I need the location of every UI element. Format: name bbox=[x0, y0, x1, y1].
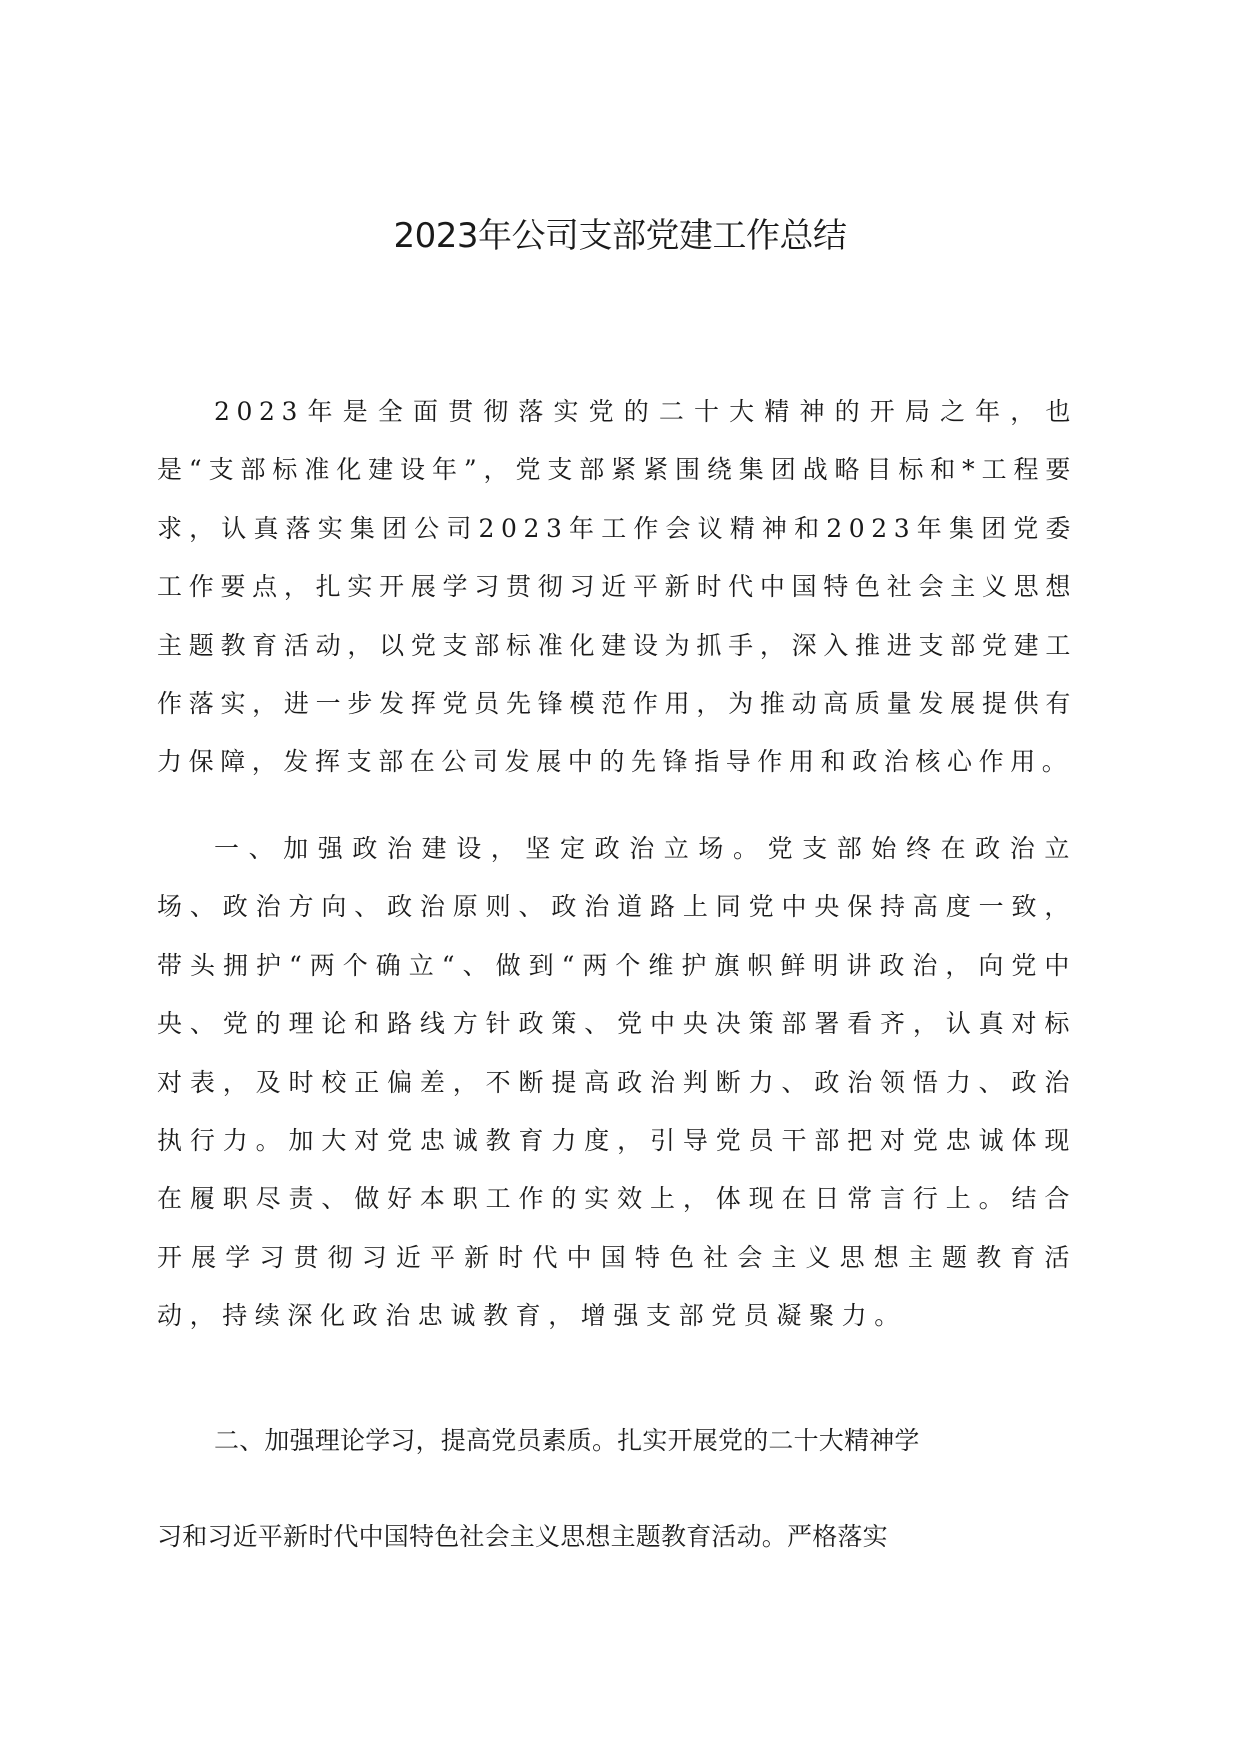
document-title: 2023年公司支部党建工作总结 bbox=[393, 216, 847, 256]
section-two-second-line: 习和习近平新时代中国特色社会主义思想主题教育活动。严格落实 bbox=[157, 1522, 888, 1551]
section-one-paragraph: 一、加强政治建设，坚定政治立场。党支部始终在政治立场、政治方向、政治原则、政治道路上同党中央保持高度一致，带头拥护“两个确立“、做到“两个维护旗帜鲜明讲政治，向党中央、党的理论和路线方针政策、党中央决策部署看齐，认真对标对表，及时校正偏差，不断提高政治判断力、政治领悟力、政治执行力。加大对党忠诚教育力度，引导党员干部把对党忠诚体现在履职尽责、做好本职工作的实效上，体现在日常言行上。结合开展学习贯彻习近平新时代中国特色社会主义思想主题教育活动，持续深化政治忠诚教育，增强支部党员凝聚力。 bbox=[157, 834, 1077, 1331]
section-two-first-line: 二、加强理论学习，提高党员素质。扎实开展党的二十大精神学 bbox=[214, 1426, 920, 1455]
intro-paragraph: 2023年是全面贯彻落实党的二十大精神的开局之年，也是“支部标准化建设年”，党支部紧紧围绕集团战略目标和*工程要求，认真落实集团公司2023年工作会议精神和2023年集团党委工作要点，扎实开展学习贯彻习近平新时代中国特色社会主义思想主题教育活动，以党支部标准化建设为抓手，深入推进支部党建工作落实，进一步发挥党员先锋模范作用，为推动高质量发展提供有力保障，发挥支部在公司发展中的先锋指导作用和政治核心作用。 bbox=[157, 397, 1077, 777]
